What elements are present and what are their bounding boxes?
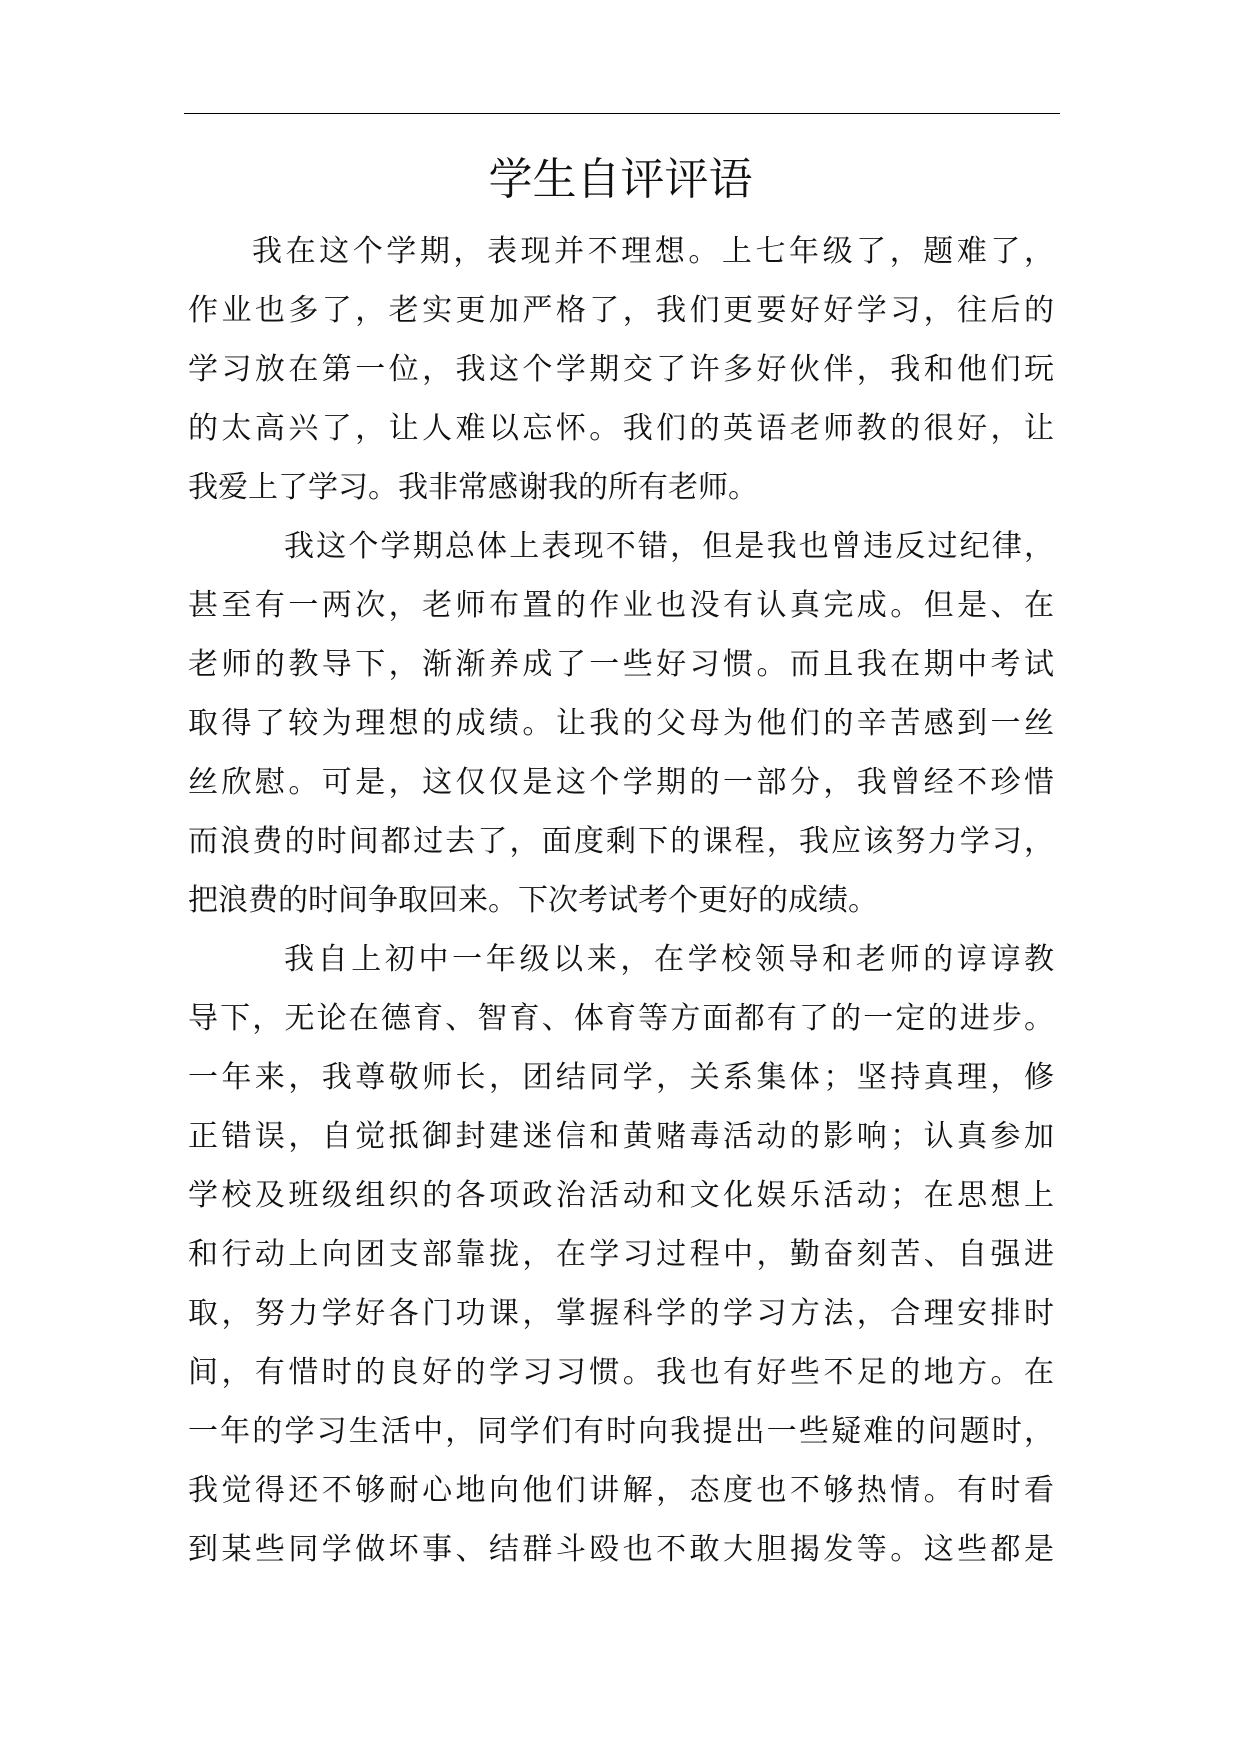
paragraph: [188, 222, 1054, 517]
paragraph-line: 学习放在第一位，我这个学期交了许多好伙伴，我和他们玩: [188, 352, 1054, 387]
paragraph-line: 我爱上了学习。我非常感谢我的所有老师。: [188, 470, 758, 505]
paragraph-line: 作业也多了，老实更加严格了，我们更要好好学习，往后的: [188, 293, 1054, 328]
paragraph-line: 把浪费的时间争取回来。下次考试考个更好的成绩。: [188, 883, 878, 918]
header-rule: [184, 113, 1060, 114]
paragraph-line: 取得了较为理想的成绩。让我的父母为他们的辛苦感到一丝: [188, 706, 1054, 741]
paragraph-line: 我在这个学期，表现并不理想。上七年级了，题难了，: [252, 234, 1054, 269]
paragraph-line: 我自上初中一年级以来，在学校领导和老师的谆谆教: [284, 942, 1054, 977]
paragraph-line: 导下，无论在德育、智育、体育等方面都有了的一定的进步。: [188, 1001, 1054, 1036]
paragraph-line: 丝欣慰。可是，这仅仅是这个学期的一部分，我曾经不珍惜: [188, 765, 1054, 800]
paragraph-line: 取，努力学好各门功课，掌握科学的学习方法，合理安排时: [188, 1296, 1054, 1331]
paragraph-line: 学校及班级组织的各项政治活动和文化娱乐活动；在思想上: [188, 1178, 1054, 1213]
paragraph-line: 的太高兴了，让人难以忘怀。我们的英语老师教的很好，让: [188, 411, 1054, 446]
paragraph: [188, 930, 1054, 1579]
paragraph-line: 我觉得还不够耐心地向他们讲解，态度也不够热情。有时看: [188, 1473, 1054, 1508]
document-title: 学生自评评语: [488, 154, 753, 205]
paragraph-line: 甚至有一两次，老师布置的作业也没有认真完成。但是、在: [188, 588, 1054, 623]
paragraph-line: 一年的学习生活中，同学们有时向我提出一些疑难的问题时，: [188, 1414, 1054, 1449]
document-body: [188, 222, 1054, 1579]
paragraph-line: 老师的教导下，渐渐养成了一些好习惯。而且我在期中考试: [188, 647, 1054, 682]
paragraph: [188, 517, 1054, 930]
paragraph-line: 到某些同学做坏事、结群斗殴也不敢大胆揭发等。这些都是: [188, 1532, 1054, 1567]
paragraph-line: 和行动上向团支部靠拢，在学习过程中，勤奋刻苦、自强进: [188, 1237, 1054, 1272]
paragraph-line: 间，有惜时的良好的学习习惯。我也有好些不足的地方。在: [188, 1355, 1054, 1390]
paragraph-line: 而浪费的时间都过去了，面度剩下的课程，我应该努力学习，: [188, 824, 1054, 859]
paragraph-line: 正错误，自觉抵御封建迷信和黄赌毒活动的影响；认真参加: [188, 1119, 1054, 1154]
paragraph-line: 一年来，我尊敬师长，团结同学，关系集体；坚持真理，修: [188, 1060, 1054, 1095]
paragraph-line: 我这个学期总体上表现不错，但是我也曾违反过纪律，: [284, 529, 1054, 564]
